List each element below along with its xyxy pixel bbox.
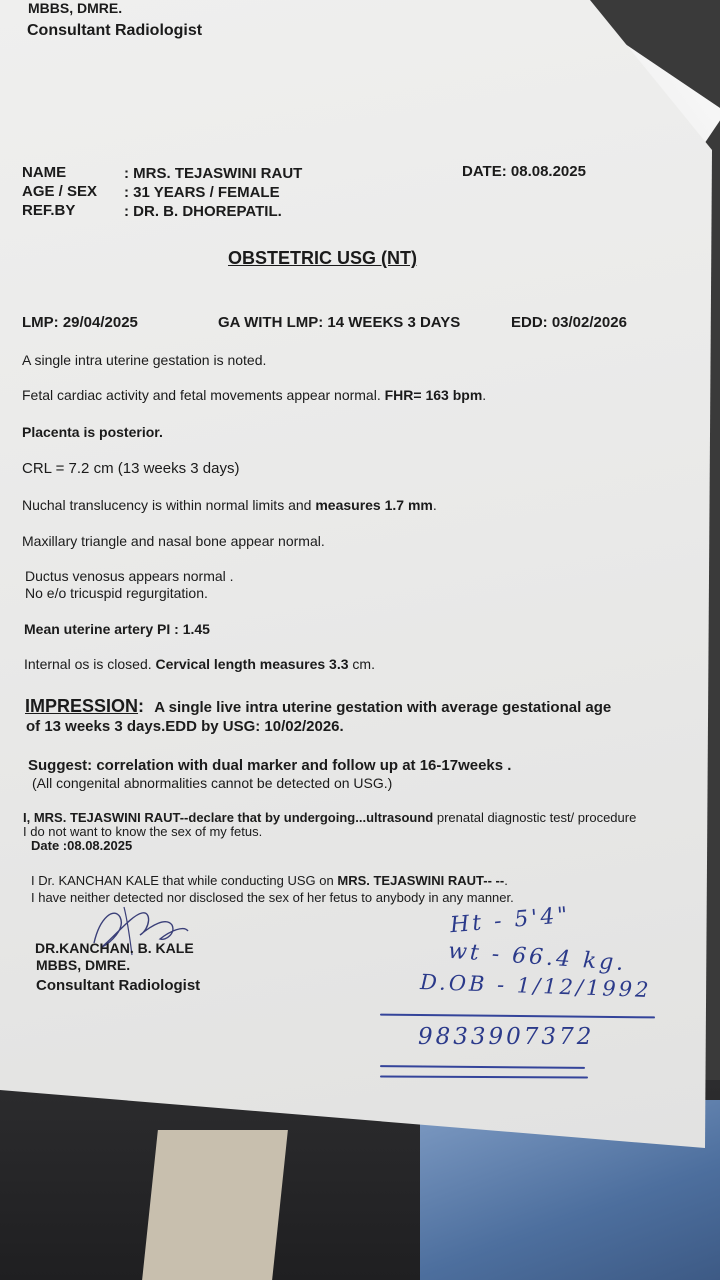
- doctor-declaration-line2: I have neither detected nor disclosed the sex of her fetus to anybody in any manner.: [31, 890, 514, 905]
- nt-end: .: [432, 497, 437, 513]
- impression-line2: of 13 weeks 3 days.EDD by USG: 10/02/2026.: [26, 718, 344, 735]
- edd: EDD: 03/02/2026: [511, 314, 627, 331]
- os-text: Internal os is closed.: [24, 656, 152, 672]
- doctor-declaration-text: I Dr. KANCHAN KALE that while conducting USG on: [31, 873, 334, 888]
- finding-cervix: [24, 656, 375, 672]
- suggest-line2: (All congenital abnormalities cannot be detected on USG.): [32, 775, 393, 791]
- report-title: OBSTETRIC USG (NT): [228, 248, 417, 268]
- handwritten-dob: D.OB - 1/12/1992: [419, 969, 652, 1003]
- declaration-line1: [23, 810, 636, 825]
- impression-label: IMPRESSION: [25, 696, 139, 716]
- signature-degrees: MBBS, DMRE.: [36, 957, 131, 973]
- declaration-date: Date :08.08.2025: [31, 838, 133, 853]
- handwritten-underline-1: [380, 1065, 585, 1069]
- signature-title: Consultant Radiologist: [36, 977, 201, 994]
- doctor-declaration-patient: MRS. TEJASWINI RAUT-- --: [337, 873, 505, 888]
- impression-colon: :: [138, 696, 145, 716]
- declaration-procedure: prenatal diagnostic test/ procedure: [433, 810, 637, 825]
- finding-gestation: A single intra uterine gestation is noted.: [22, 352, 267, 368]
- ga-lmp: GA WITH LMP: 14 WEEKS 3 DAYS: [218, 314, 461, 331]
- finding-crl: CRL = 7.2 cm (13 weeks 3 days): [22, 460, 240, 477]
- nt-text: Nuchal translucency is within normal limits and: [22, 497, 312, 513]
- finding-ductus: Ductus venosus appears normal .: [25, 568, 234, 584]
- finding-maxillary: Maxillary triangle and nasal bone appear normal.: [22, 533, 325, 549]
- report-date: DATE: 08.08.2025: [462, 163, 586, 180]
- impression-text: A single live intra uterine gestation with average gestational age: [154, 699, 612, 716]
- header-degrees: MBBS, DMRE.: [28, 0, 123, 16]
- name-label: NAME: [22, 164, 67, 181]
- declaration-ultrasound: ultrasound: [366, 810, 434, 825]
- fhr-value: FHR= 163 bpm: [384, 387, 483, 403]
- lmp: LMP: 29/04/2025: [22, 314, 138, 331]
- finding-uterine-artery: Mean uterine artery PI : 1.45: [24, 621, 210, 637]
- ref-value: : DR. B. DHOREPATIL.: [124, 203, 282, 220]
- doctor-declaration-line1: [31, 873, 508, 888]
- handwritten-underline-2: [380, 1075, 588, 1078]
- suggest-line1: Suggest: correlation with dual marker and follow up at 16-17weeks .: [28, 757, 512, 774]
- impression-line1: [25, 696, 611, 717]
- handwritten-phone: 9833907372: [418, 1024, 595, 1050]
- finding-cardiac: [22, 387, 486, 403]
- finding-placenta: Placenta is posterior.: [22, 424, 163, 440]
- handwritten-height: Ht - 5'4": [449, 902, 572, 939]
- fhr-end: .: [482, 387, 487, 403]
- cardiac-text: Fetal cardiac activity and fetal movements appear normal.: [22, 387, 381, 403]
- doctor-declaration-end: .: [504, 873, 508, 888]
- os-unit: cm.: [352, 656, 375, 672]
- declaration-line2: I do not want to know the sex of my fetus.: [23, 824, 263, 839]
- age-value: : 31 YEARS / FEMALE: [124, 184, 280, 201]
- finding-nt: [22, 497, 437, 513]
- cervical-length: Cervical length measures 3.3: [155, 656, 349, 672]
- finding-tricuspid: No e/o tricuspid regurgitation.: [25, 585, 208, 601]
- name-value: : MRS. TEJASWINI RAUT: [124, 165, 303, 182]
- handwritten-divider-1: [380, 1014, 655, 1019]
- signature-name: DR.KANCHAN. B. KALE: [35, 940, 194, 956]
- header-title: Consultant Radiologist: [27, 22, 203, 39]
- handwritten-weight: wt - 66.4 kg.: [447, 938, 628, 977]
- nt-value: measures 1.7 mm: [315, 497, 433, 513]
- declaration-patient: I, MRS. TEJASWINI RAUT--declare that by undergoing...: [23, 810, 367, 825]
- age-label: AGE / SEX: [22, 183, 98, 200]
- ref-label: REF.BY: [22, 202, 76, 219]
